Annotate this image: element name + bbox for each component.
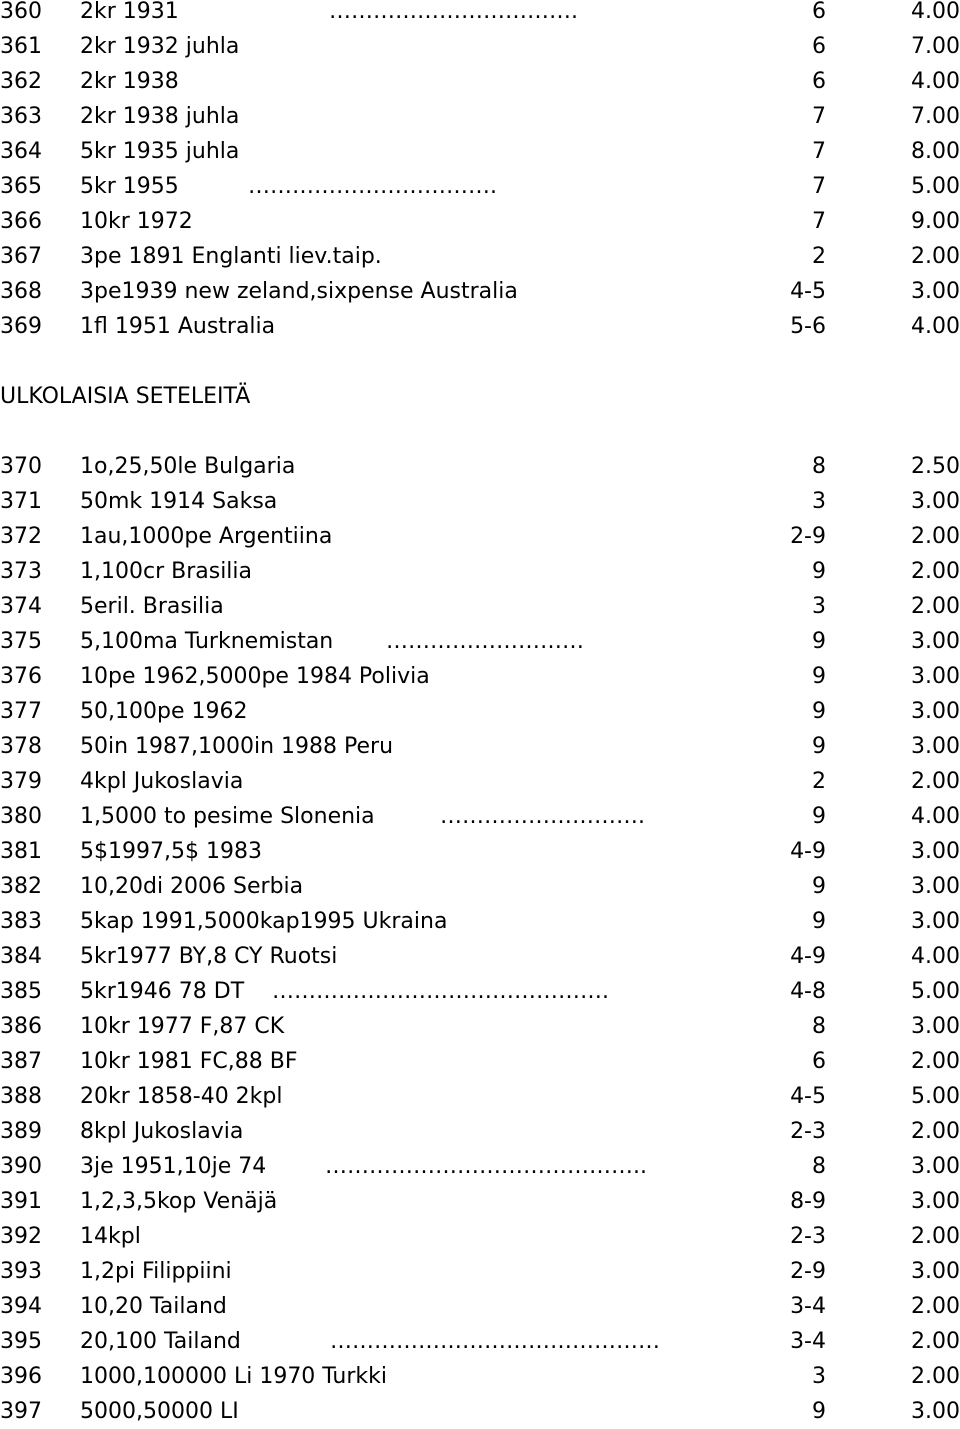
list-item [0, 1394, 960, 1429]
item-description: 10,20 Tailand [80, 1294, 227, 1319]
item-number: 387 [0, 1049, 42, 1074]
item-description: 5kr 1955 [80, 174, 179, 199]
item-description: 3pe 1891 Englanti liev.taip. [80, 244, 382, 269]
item-grade: 4-8 [790, 979, 826, 1004]
item-number: 395 [0, 1329, 42, 1354]
item-number: 388 [0, 1084, 42, 1109]
item-number: 372 [0, 524, 42, 549]
item-number: 393 [0, 1259, 42, 1284]
item-price: 2.00 [911, 1294, 960, 1319]
item-number: 363 [0, 104, 42, 129]
item-price: 2.00 [911, 594, 960, 619]
item-description: 1,100cr Brasilia [80, 559, 253, 584]
item-price: 3.00 [911, 1189, 960, 1214]
item-description: 20kr 1858-40 2kpl [80, 1084, 283, 1109]
item-price: 3.00 [911, 489, 960, 514]
item-grade: 9 [812, 559, 826, 584]
item-grade: 3 [812, 1364, 826, 1389]
item-description: 5kap 1991,5000kap1995 Ukraina [80, 909, 448, 934]
item-description: 5kr1946 78 DT [80, 979, 245, 1004]
item-price: 3.00 [911, 664, 960, 689]
list-item [0, 29, 960, 64]
item-number: 373 [0, 559, 42, 584]
item-description: 5kr1977 BY,8 CY Ruotsi [80, 944, 338, 969]
list-item [0, 589, 960, 624]
item-description: 50in 1987,1000in 1988 Peru [80, 734, 394, 759]
item-description: 5$1997,5$ 1983 [80, 839, 262, 864]
item-description: 2kr 1932 juhla [80, 34, 240, 59]
item-description: 10kr 1972 [80, 209, 193, 234]
item-number: 360 [0, 0, 42, 24]
item-grade: 3 [812, 594, 826, 619]
item-price: 3.00 [911, 279, 960, 304]
item-description: 1,5000 to pesime Slonenia [80, 804, 375, 829]
list-item [0, 1359, 960, 1394]
item-price: 4.00 [911, 314, 960, 339]
item-price: 8.00 [911, 139, 960, 164]
list-item [0, 869, 960, 904]
item-number: 371 [0, 489, 42, 514]
item-number: 376 [0, 664, 42, 689]
list-item [0, 799, 960, 834]
item-price: 2.00 [911, 1119, 960, 1144]
list-item [0, 309, 960, 344]
item-number: 377 [0, 699, 42, 724]
item-grade: 8-9 [790, 1189, 826, 1214]
item-grade: 8 [812, 1014, 826, 1039]
item-number: 364 [0, 139, 42, 164]
item-description: 3pe1939 new zeland,sixpense Australia [80, 279, 518, 304]
list-item [0, 239, 960, 274]
item-price: 3.00 [911, 1399, 960, 1424]
list-item [0, 939, 960, 974]
list-item [0, 1149, 960, 1184]
list-item [0, 519, 960, 554]
item-number: 365 [0, 174, 42, 199]
list-item [0, 1254, 960, 1289]
item-description: 1fl 1951 Australia [80, 314, 276, 339]
item-price: 4.00 [911, 69, 960, 94]
section-heading: ULKOLAISIA SETELEITÄ [0, 384, 251, 409]
list-item [0, 484, 960, 519]
dot-leader: ……………………… [386, 629, 584, 654]
item-grade: 5-6 [790, 314, 826, 339]
item-number: 361 [0, 34, 42, 59]
item-grade: 6 [812, 0, 826, 24]
list-item [0, 0, 960, 29]
item-number: 381 [0, 839, 42, 864]
list-item [0, 764, 960, 799]
item-number: 392 [0, 1224, 42, 1249]
item-grade: 2 [812, 769, 826, 794]
item-grade: 2 [812, 244, 826, 269]
item-grade: 4-9 [790, 839, 826, 864]
item-grade: 9 [812, 629, 826, 654]
item-number: 375 [0, 629, 42, 654]
list-item [0, 1184, 960, 1219]
item-price: 3.00 [911, 734, 960, 759]
item-description: 50mk 1914 Saksa [80, 489, 278, 514]
item-description: 4kpl Jukoslavia [80, 769, 244, 794]
item-grade: 8 [812, 1154, 826, 1179]
item-number: 368 [0, 279, 42, 304]
item-grade: 9 [812, 734, 826, 759]
item-grade: 2-9 [790, 1259, 826, 1284]
item-price: 2.00 [911, 769, 960, 794]
item-number: 382 [0, 874, 42, 899]
item-description: 8kpl Jukoslavia [80, 1119, 244, 1144]
list-item [0, 64, 960, 99]
list-item [0, 624, 960, 659]
item-price: 2.00 [911, 1329, 960, 1354]
item-description: 10,20di 2006 Serbia [80, 874, 304, 899]
item-price: 5.00 [911, 1084, 960, 1109]
list-item [0, 99, 960, 134]
dot-leader: ……………………………. [248, 174, 497, 199]
item-number: 383 [0, 909, 42, 934]
item-grade: 6 [812, 69, 826, 94]
item-description: 3je 1951,10je 74 [80, 1154, 267, 1179]
item-number: 370 [0, 454, 42, 479]
list-item [0, 694, 960, 729]
item-grade: 9 [812, 699, 826, 724]
item-description: 5000,50000 LI [80, 1399, 239, 1424]
item-description: 10kr 1981 FC,88 BF [80, 1049, 298, 1074]
item-number: 389 [0, 1119, 42, 1144]
item-description: 1,2pi Filippiini [80, 1259, 232, 1284]
list-item [0, 274, 960, 309]
item-grade: 9 [812, 909, 826, 934]
item-description: 1,2,3,5kop Venäjä [80, 1189, 278, 1214]
item-number: 391 [0, 1189, 42, 1214]
item-price: 3.00 [911, 1014, 960, 1039]
item-grade: 9 [812, 874, 826, 899]
item-grade: 7 [812, 174, 826, 199]
item-grade: 7 [812, 209, 826, 234]
dot-leader: …………………………………….. [325, 1154, 647, 1179]
item-price: 3.00 [911, 1259, 960, 1284]
list-item [0, 659, 960, 694]
item-price: 5.00 [911, 174, 960, 199]
item-number: 397 [0, 1399, 42, 1424]
item-grade: 7 [812, 139, 826, 164]
item-grade: 7 [812, 104, 826, 129]
item-number: 378 [0, 734, 42, 759]
item-price: 3.00 [911, 839, 960, 864]
item-price: 2.00 [911, 559, 960, 584]
item-number: 374 [0, 594, 42, 619]
dot-leader: ……………………………………… [330, 1329, 660, 1354]
item-price: 3.00 [911, 699, 960, 724]
item-description: 50,100pe 1962 [80, 699, 248, 724]
list-item [0, 169, 960, 204]
item-price: 2.00 [911, 244, 960, 269]
list-item [0, 204, 960, 239]
list-item [0, 834, 960, 869]
item-description: 1o,25,50le Bulgaria [80, 454, 296, 479]
item-description: 10pe 1962,5000pe 1984 Polivia [80, 664, 430, 689]
list-item [0, 729, 960, 764]
item-price: 2.00 [911, 1049, 960, 1074]
item-number: 379 [0, 769, 42, 794]
list-item [0, 1044, 960, 1079]
item-price: 4.00 [911, 0, 960, 24]
item-grade: 3-4 [790, 1329, 826, 1354]
item-description: 2kr 1938 juhla [80, 104, 240, 129]
item-grade: 6 [812, 1049, 826, 1074]
item-grade: 4-9 [790, 944, 826, 969]
item-description: 2kr 1931 [80, 0, 179, 24]
list-item [0, 904, 960, 939]
list-item [0, 554, 960, 589]
item-number: 385 [0, 979, 42, 1004]
item-price: 2.50 [911, 454, 960, 479]
item-grade: 6 [812, 34, 826, 59]
item-description: 5kr 1935 juhla [80, 139, 240, 164]
item-description: 10kr 1977 F,87 CK [80, 1014, 285, 1039]
item-description: 5eril. Brasilia [80, 594, 224, 619]
item-description: 14kpl [80, 1224, 141, 1249]
item-price: 9.00 [911, 209, 960, 234]
dot-leader: ………………………………………. [272, 979, 609, 1004]
item-description: 1au,1000pe Argentiina [80, 524, 333, 549]
dot-leader: ………………………. [440, 804, 645, 829]
item-description: 20,100 Tailand [80, 1329, 241, 1354]
item-grade: 9 [812, 664, 826, 689]
item-price: 2.00 [911, 1364, 960, 1389]
list-item [0, 449, 960, 484]
item-grade: 3-4 [790, 1294, 826, 1319]
item-number: 366 [0, 209, 42, 234]
list-item [0, 1324, 960, 1359]
item-price: 3.00 [911, 1154, 960, 1179]
item-price: 3.00 [911, 629, 960, 654]
item-number: 384 [0, 944, 42, 969]
item-price: 3.00 [911, 909, 960, 934]
item-description: 2kr 1938 [80, 69, 179, 94]
item-grade: 3 [812, 489, 826, 514]
item-number: 386 [0, 1014, 42, 1039]
list-item [0, 1009, 960, 1044]
list-item [0, 974, 960, 1009]
list-item [0, 1219, 960, 1254]
item-number: 390 [0, 1154, 42, 1179]
item-grade: 9 [812, 804, 826, 829]
item-grade: 4-5 [790, 279, 826, 304]
list-item [0, 134, 960, 169]
item-price: 2.00 [911, 1224, 960, 1249]
list-item [0, 1289, 960, 1324]
item-grade: 2-9 [790, 524, 826, 549]
item-number: 362 [0, 69, 42, 94]
item-grade: 2-3 [790, 1224, 826, 1249]
item-grade: 9 [812, 1399, 826, 1424]
item-price: 5.00 [911, 979, 960, 1004]
item-price: 2.00 [911, 524, 960, 549]
item-description: 1000,100000 Li 1970 Turkki [80, 1364, 387, 1389]
item-description: 5,100ma Turknemistan [80, 629, 334, 654]
item-price: 3.00 [911, 874, 960, 899]
item-number: 396 [0, 1364, 42, 1389]
item-number: 369 [0, 314, 42, 339]
item-number: 367 [0, 244, 42, 269]
item-grade: 2-3 [790, 1119, 826, 1144]
item-grade: 4-5 [790, 1084, 826, 1109]
item-price: 4.00 [911, 804, 960, 829]
item-price: 7.00 [911, 34, 960, 59]
item-number: 394 [0, 1294, 42, 1319]
dot-leader: ……………………………. [329, 0, 578, 24]
item-number: 380 [0, 804, 42, 829]
list-item [0, 1079, 960, 1114]
item-price: 7.00 [911, 104, 960, 129]
item-price: 4.00 [911, 944, 960, 969]
item-grade: 8 [812, 454, 826, 479]
list-item [0, 1114, 960, 1149]
